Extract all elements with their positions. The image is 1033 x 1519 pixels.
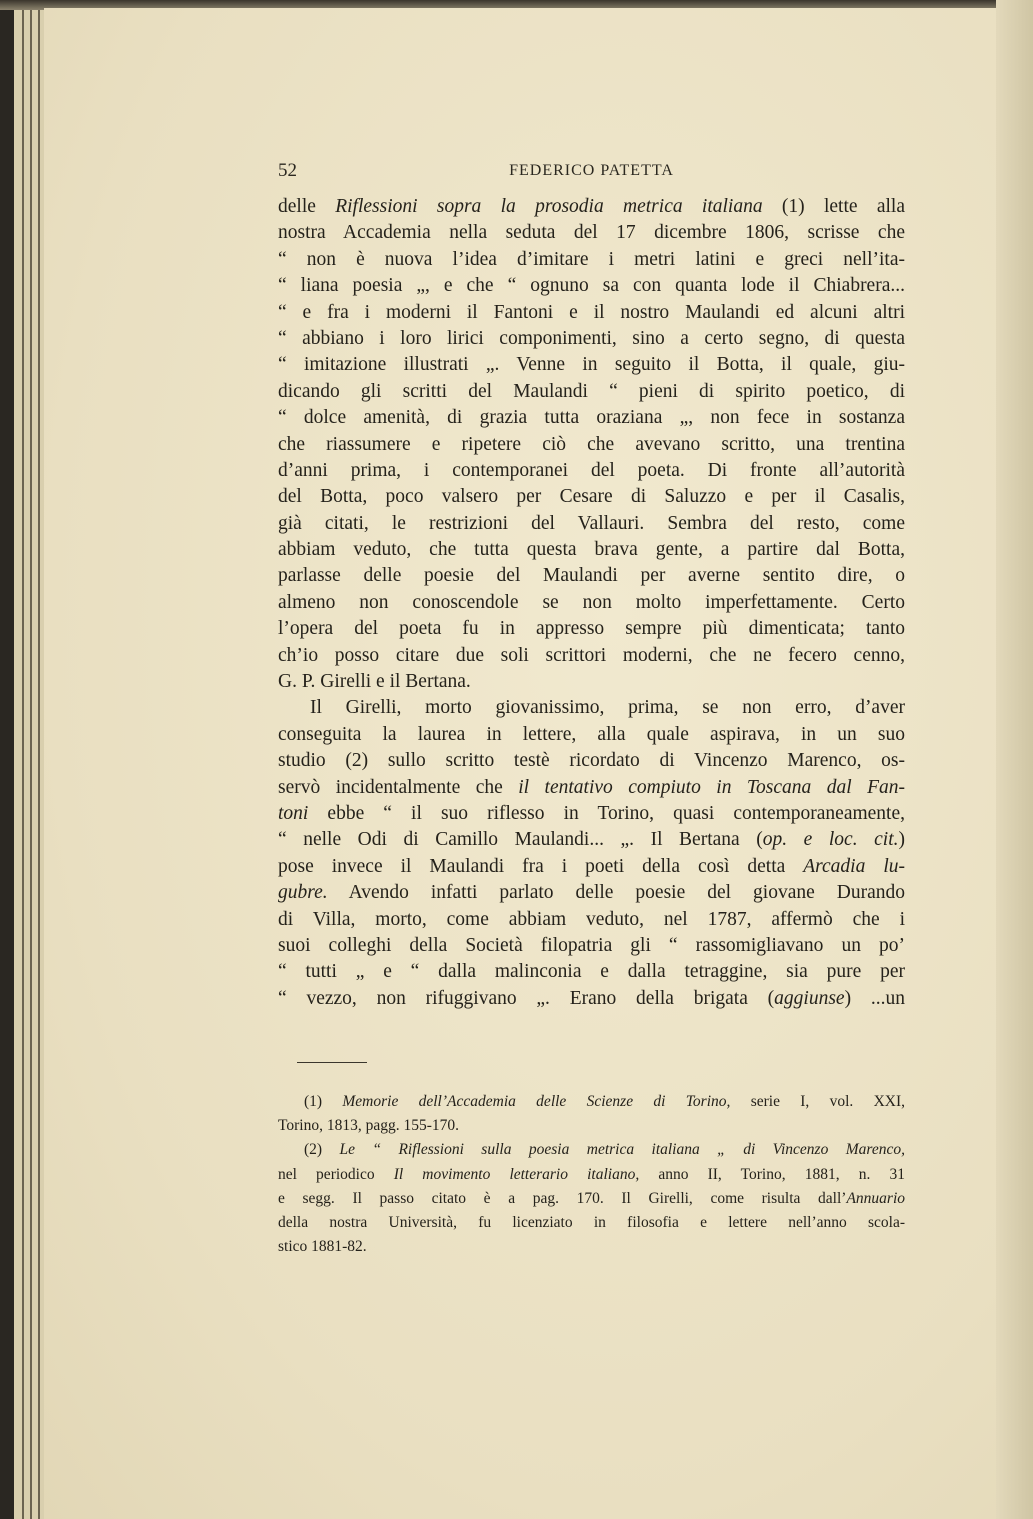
- footnote-line: [278, 1163, 905, 1187]
- text-line: [278, 194, 905, 220]
- page-edge-line: [22, 0, 24, 1519]
- text-line: [278, 748, 905, 774]
- text-run: d’anni prima, i contemporanei del poeta. Di fronte all’autorità: [278, 459, 905, 481]
- text-run: “ nelle Odi di Camillo Maulandi... „. Il Bertana (: [278, 829, 763, 851]
- italic-text: Arcadia lu-: [803, 855, 905, 877]
- footnote-line: [278, 1138, 905, 1162]
- text-run: di Villa, morto, come abbiam veduto, nel 1787, affermò che i: [278, 908, 905, 930]
- text-run: Avendo infatti parlato delle poesie del giovane Durando: [327, 882, 905, 904]
- text-line: [278, 854, 905, 880]
- italic-text: gubre.: [278, 882, 328, 904]
- italic-text: toni: [278, 802, 309, 824]
- text-line: [278, 563, 905, 589]
- text-line: [278, 986, 905, 1012]
- text-line: [278, 590, 905, 616]
- text-line: [278, 484, 905, 510]
- text-run: l’opera del poeta fu in appresso sempre più dimenticata; tanto: [278, 618, 905, 640]
- footnote-line: [278, 1235, 905, 1259]
- footnote-line: [278, 1187, 905, 1211]
- footnote-line: [278, 1211, 905, 1235]
- italic-text: Annuario: [846, 1189, 905, 1207]
- text-line: [278, 405, 905, 431]
- italic-text: op. e loc. cit.: [762, 829, 899, 851]
- text-line: [278, 326, 905, 352]
- italic-text: aggiunse: [774, 987, 845, 1009]
- text-run: studio (2) sullo scritto testè ricordato di Vincenzo Marenco, os-: [278, 750, 905, 772]
- main-text: [278, 194, 905, 1012]
- text-line: [278, 273, 905, 299]
- page-edge-line: [30, 0, 32, 1519]
- page-number: 52: [278, 160, 297, 181]
- text-run: stico 1881-82.: [278, 1238, 367, 1256]
- text-run: parlasse delle poesie del Maulandi per averne sentito dire, o: [278, 565, 905, 587]
- text-run: serie I, vol. XXI,: [730, 1093, 905, 1110]
- text-run: G. P. Girelli e il Bertana.: [278, 671, 471, 693]
- text-line: [278, 643, 905, 669]
- text-run: “ non è nuova l’idea d’imitare i metri latini e greci nell’ita-: [278, 248, 905, 270]
- running-header: [278, 160, 905, 184]
- text-line: [278, 379, 905, 405]
- text-run: dicando gli scritti del Maulandi “ pieni di spirito poetico, di: [278, 380, 905, 402]
- text-line: [278, 907, 905, 933]
- text-run: nel periodico: [278, 1165, 394, 1183]
- text-line: [278, 669, 905, 695]
- text-run: delle: [278, 196, 336, 217]
- text-run: (2): [304, 1141, 340, 1159]
- text-run: che riassumere e ripetere ciò che avevano scritto, una trentina: [278, 433, 905, 455]
- italic-text: Il movimento letterario italiano,: [393, 1165, 640, 1183]
- italic-text: Le “ Riflessioni sulla poesia metrica italiana „ di Vincenzo Marenco,: [339, 1141, 905, 1159]
- text-line: [278, 933, 905, 959]
- text-line: [278, 827, 905, 853]
- text-run: servò incidentalmente che: [278, 776, 519, 798]
- text-line: [278, 801, 905, 827]
- text-run: “ e fra i moderni il Fantoni e il nostro Maulandi ed alcuni altri: [278, 301, 905, 323]
- text-line: [278, 432, 905, 458]
- text-run: ebbe “ il suo riflesso in Torino, quasi contemporaneamente,: [308, 802, 905, 824]
- text-run: Il Girelli, morto giovanissimo, prima, se non erro, d’aver: [310, 697, 905, 719]
- page-edge-line: [38, 0, 40, 1519]
- italic-text: Riflessioni sopra la prosodia metrica italiana: [335, 196, 763, 217]
- text-run: nostra Accademia nella seduta del 17 dicembre 1806, scrisse che: [278, 222, 905, 244]
- text-run: e segg. Il passo citato è a pag. 170. Il Girelli, come risulta dall’: [278, 1189, 847, 1207]
- text-run: della nostra Università, fu licenziato in filosofia e lettere nell’anno scola-: [278, 1213, 905, 1231]
- text-line: [278, 458, 905, 484]
- text-run: ): [898, 829, 905, 851]
- text-line: [278, 247, 905, 273]
- text-run: (1): [304, 1093, 343, 1110]
- text-run: “ vezzo, non rifuggivano „. Erano della brigata (: [278, 987, 775, 1009]
- text-line: [278, 300, 905, 326]
- text-line: [278, 775, 905, 801]
- text-line: [278, 722, 905, 748]
- text-line: [278, 511, 905, 537]
- text-run: “ dolce amenità, di grazia tutta oraziana „, non fece in sostanza: [278, 407, 905, 429]
- footnotes: [278, 1090, 905, 1259]
- text-run: “ imitazione illustrati „. Venne in seguito il Botta, il quale, giu-: [278, 354, 905, 376]
- footnote-line: [278, 1114, 905, 1138]
- italic-text: il tentativo compiuto in Toscana dal Fan-: [518, 776, 905, 798]
- text-line: [278, 220, 905, 246]
- text-run: ch’io posso citare due soli scrittori moderni, che ne fecero cenno,: [278, 644, 905, 666]
- text-run: anno II, Torino, 1881, n. 31: [639, 1165, 905, 1183]
- text-line: [278, 616, 905, 642]
- text-line: [278, 695, 905, 721]
- text-run: Torino, 1813, pagg. 155-170.: [278, 1117, 460, 1135]
- text-run: già citati, le restrizioni del Vallauri. Sembra del resto, come: [278, 512, 905, 534]
- text-run: suoi colleghi della Società filopatria gli “ rassomigliavano un po’: [278, 934, 905, 956]
- text-run: “ abbiano i loro lirici componimenti, sino a certo segno, di questa: [278, 327, 905, 349]
- text-run: abbiam veduto, che tutta questa brava gente, a partire dal Botta,: [278, 539, 905, 561]
- running-title: FEDERICO PATETTA: [509, 162, 674, 179]
- text-run: “ liana poesia „, e che “ ognuno sa con quanta lode il Chiabrera...: [278, 275, 905, 297]
- footnote-line: [278, 1090, 905, 1114]
- text-run: (1) lette alla: [762, 196, 905, 217]
- text-run: conseguita la laurea in lettere, alla quale aspirava, in un suo: [278, 723, 905, 745]
- text-run: pose invece il Maulandi fra i poeti della così detta: [278, 855, 804, 877]
- text-run: del Botta, poco valsero per Cesare di Saluzzo e per il Casalis,: [278, 486, 905, 508]
- text-line: [278, 959, 905, 985]
- text-run: ) ...un: [844, 987, 905, 1009]
- text-line: [278, 537, 905, 563]
- text-line: [278, 352, 905, 378]
- text-line: [278, 880, 905, 906]
- scan-right-edge: [996, 0, 1033, 1519]
- text-run: almeno non conoscendole se non molto imperfettamente. Certo: [278, 591, 905, 613]
- footnote-rule: [297, 1062, 367, 1063]
- italic-text: Memorie dell’Accademia delle Scienze di Torino,: [342, 1093, 731, 1110]
- text-run: “ tutti „ e “ dalla malinconia e dalla tetraggine, sia pure per: [278, 961, 905, 983]
